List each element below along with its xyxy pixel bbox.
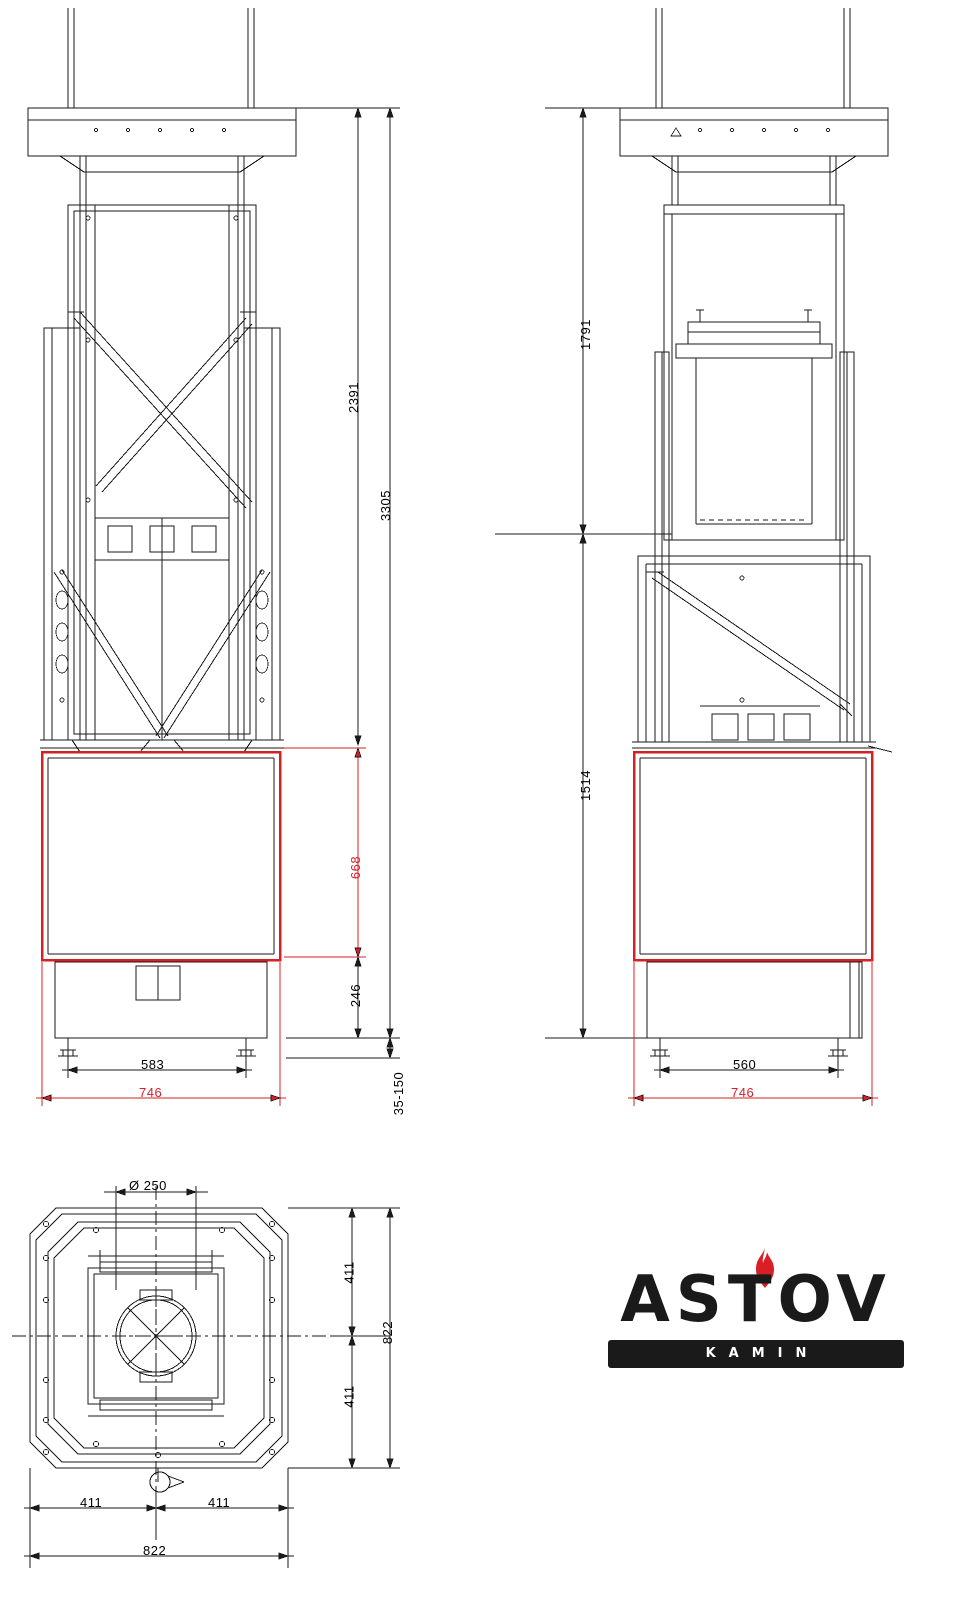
dim-front-668: 668 (348, 855, 364, 880)
dim-side-1791: 1791 (577, 319, 593, 350)
dim-side-560: 560 (733, 1057, 757, 1072)
dim-side-746: 746 (731, 1085, 755, 1100)
dim-front-2391: 2391 (345, 382, 361, 413)
logo-subtitle: KAMIN (705, 1346, 820, 1361)
dim-plan-411-left: 411 (80, 1495, 103, 1510)
dim-plan-411-right: 411 (208, 1495, 231, 1510)
dim-plan-411-top: 411 (341, 1261, 357, 1284)
dim-plan-822-depth: 822 (380, 1320, 396, 1345)
front-dimensions (36, 108, 400, 1106)
dim-front-583: 583 (141, 1057, 165, 1072)
dim-front-35-150: 35-150 (391, 1071, 407, 1116)
dim-front-746: 746 (139, 1085, 163, 1100)
dim-side-1514: 1514 (577, 770, 593, 801)
side-dimensions (495, 108, 878, 1106)
dim-plan-822-width: 822 (143, 1543, 167, 1558)
top-plan-view (12, 1186, 330, 1500)
astov-logo (600, 1248, 912, 1368)
side-elevation-view (620, 8, 892, 1056)
dim-front-3305: 3305 (377, 490, 393, 521)
logo-wordmark: ASTOV (620, 1263, 892, 1337)
dim-plan-flue-diameter: Ø 250 (129, 1178, 167, 1193)
plan-dimensions (24, 1186, 400, 1568)
dim-front-246: 246 (348, 983, 364, 1008)
dim-plan-411-bottom: 411 (341, 1385, 357, 1408)
front-elevation-view (28, 8, 296, 1056)
